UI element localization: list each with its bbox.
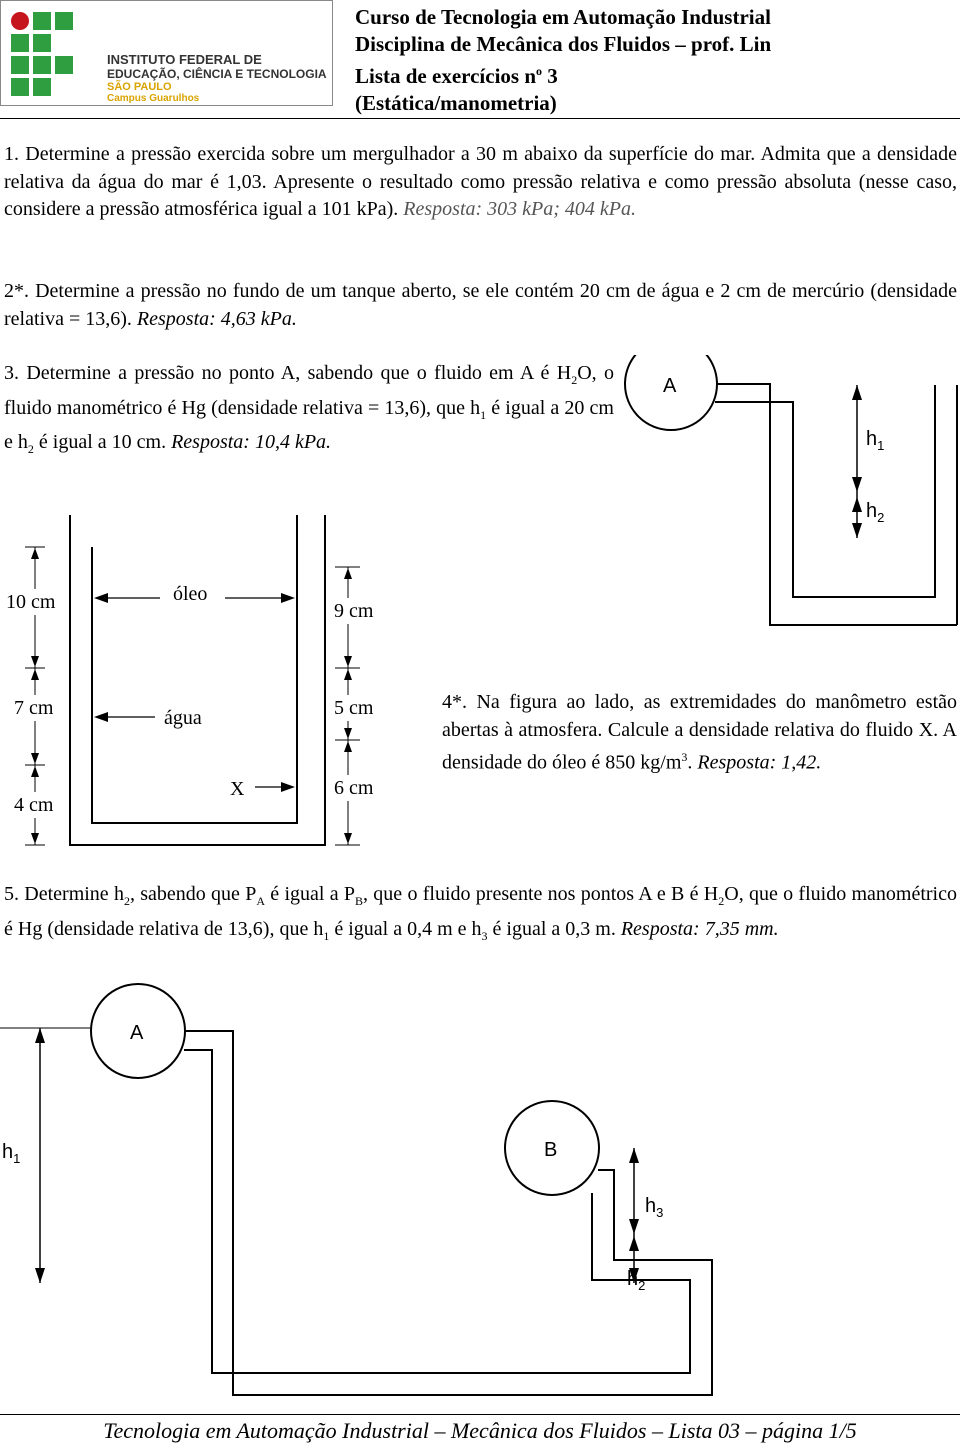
logo-red-dot: [11, 12, 29, 30]
q4-label-10cm: 10 cm: [6, 591, 56, 613]
q3-h1-arrow-bottom: [852, 477, 862, 492]
q5-sub-1: 2: [123, 894, 130, 908]
q5-label-h2: [627, 1268, 645, 1293]
q5-label-h3: [645, 1195, 663, 1220]
q5-h3-arrow-bottom: [629, 1219, 639, 1234]
q5-h1-arrow-top: [35, 1028, 45, 1043]
question-4-sup: 3: [681, 750, 688, 764]
question-5-answer: Resposta: 7,35 mm.: [620, 917, 779, 940]
question-2-answer: Resposta: 4,63 kPa.: [136, 307, 297, 330]
q3-sub-1: 2: [571, 373, 578, 387]
q4-label-4cm: 4 cm: [14, 794, 54, 816]
q3-h2-arrow-top: [852, 497, 862, 512]
q5-label-h1-main: h: [2, 1141, 14, 1163]
q4-oleo-arrowhead-right: [281, 593, 295, 603]
header-discipline: Disciplina de Mecânica dos Fluidos – prof. Lin: [355, 32, 772, 56]
q5-text-4: , que o fluido presente nos pontos A e B é H: [363, 883, 719, 905]
q5-sub-4: 2: [718, 894, 725, 908]
q4-dim-arrow-2: [31, 656, 39, 667]
q4-dim-arrow-7: [344, 568, 352, 579]
q5-label-h3-sub: 3: [656, 1205, 664, 1220]
q3-label-h2-sub: 2: [877, 510, 885, 525]
q4-oleo-arrowhead-left: [94, 593, 108, 603]
q3-pipe-inner: [715, 385, 935, 597]
q5-label-A: A: [130, 1022, 144, 1044]
q4-dim-arrow-4: [31, 753, 39, 764]
question-1: [4, 141, 957, 224]
q3-label-A: A: [663, 375, 677, 397]
question-1-answer: Resposta: 303 kPa; 404 kPa.: [403, 198, 637, 220]
logo-line3: SÃO PAULO: [107, 81, 172, 93]
q3-label-h1-sub: 1: [877, 438, 885, 453]
q5-text-3: é igual a P: [265, 883, 355, 905]
q5-label-h1-sub: 1: [13, 1151, 21, 1166]
q3-h1-arrow-top: [852, 385, 862, 400]
institution-logo: [0, 0, 333, 106]
question-5: [4, 881, 957, 950]
question-4-text: 4*. Na figura ao lado, as extremidades do manômetro estão abertas à atmosfera. Calcule a densidade relativa do fluido X. A densidade do óleo é 850 kg/m: [442, 691, 957, 774]
q4-label-5cm: 5 cm: [334, 697, 374, 719]
footer-divider: [0, 1414, 960, 1415]
page-footer: Tecnologia em Automação Industrial – Mecânica dos Fluidos – Lista 03 – página 1/5: [103, 1418, 857, 1443]
header-list-text: Lista de exercícios n: [355, 64, 537, 88]
q5-label-B: B: [544, 1139, 558, 1161]
q3-h2-arrow-bottom: [852, 523, 862, 538]
q4-tube-inner: [92, 515, 297, 823]
q5-sub-3: B: [355, 894, 364, 908]
q4-dim-arrow-11: [344, 741, 352, 752]
course-header: [355, 4, 771, 117]
q3-text-4: é igual a 10 cm.: [33, 431, 167, 453]
q3-text-1: 3. Determine a pressão no ponto A, sabendo que o fluido em A é H: [4, 362, 572, 384]
q5-manometer-figure: [0, 975, 960, 1405]
q5-h3-arrow-top: [629, 1148, 639, 1163]
q5-label-h3-main: h: [645, 1195, 657, 1217]
q4-label-oleo: óleo: [173, 583, 208, 605]
q3-manometer-figure: [615, 355, 960, 635]
header-list-sup: o: [536, 64, 543, 78]
q4-dim-arrow-5: [31, 766, 39, 777]
header-course: Curso de Tecnologia em Automação Industrial: [355, 5, 771, 29]
q5-text-2: , sabendo que P: [129, 883, 257, 905]
q3-sub-3: 2: [27, 442, 34, 456]
q4-dim-arrow-8: [344, 656, 352, 667]
question-3-answer: Resposta: 10,4 kPa.: [171, 431, 332, 453]
question-2: [4, 278, 957, 333]
q5-label-h2-sub: 2: [638, 1278, 646, 1293]
q5-text-5: O, que o fluido manométrico é Hg (densidade relativa de 13,6), que h: [4, 883, 957, 940]
q5-pipe-outer: [184, 1031, 712, 1395]
q3-text-3: é igual a 20 cm e h: [4, 396, 614, 453]
question-2-text: 2*. Determine a pressão no fundo de um tanque aberto, se ele contém 20 cm de água e 2 cm de mercúrio (densidade relativa = 13,6).: [4, 280, 957, 330]
logo-line4: Campus Guarulhos: [107, 93, 200, 104]
logo-line2: EDUCAÇÃO, CIÊNCIA E TECNOLOGIA: [107, 67, 327, 81]
q4-label-6cm: 6 cm: [334, 777, 374, 799]
q5-sub-5: 1: [323, 928, 330, 943]
q4-dim-arrow-12: [344, 833, 352, 844]
q3-label-h2-main: h: [866, 500, 878, 522]
q5-label-h2-main: h: [627, 1268, 639, 1290]
q5-text-7: é igual a 0,3 m.: [487, 917, 616, 940]
q4-dim-arrow-9: [344, 669, 352, 680]
question-4: [442, 689, 957, 777]
q3-pipe-outer: [717, 384, 957, 625]
question-4-after: .: [687, 751, 698, 774]
header-topic: (Estática/manometria): [355, 91, 557, 115]
q5-h1-arrow-bottom: [35, 1268, 45, 1283]
q4-label-agua: água: [164, 707, 202, 729]
q4-label-x: X: [230, 778, 245, 800]
q5-text-1: 5. Determine h: [4, 883, 124, 905]
header-list: [355, 58, 771, 90]
q5-text-6: é igual a 0,4 m e h: [329, 917, 482, 940]
logo-graphic: [1, 1, 334, 107]
q4-x-arrowhead: [281, 782, 295, 792]
q4-label-7cm: 7 cm: [14, 697, 54, 719]
header-list-number: 3: [542, 64, 558, 88]
q4-label-9cm: 9 cm: [334, 600, 374, 622]
q4-manometer-figure: [0, 505, 440, 855]
question-3: [4, 360, 614, 464]
q4-agua-arrowhead: [94, 712, 108, 722]
q4-dim-arrow-6: [31, 833, 39, 844]
q4-dim-arrow-1: [31, 548, 39, 559]
q3-sub-2: 1: [480, 407, 487, 422]
question-1-text: 1. Determine a pressão exercida sobre um mergulhador a 30 m abaixo da superfície do mar. Admita que a densidade relativa da água do mar é 1,03. Apresente o resultado como pressão relativa e como pressão absoluta (nesse caso, considere a pressão atmosférica igual a 101 kPa).: [4, 143, 957, 220]
q3-label-h1-main: h: [866, 428, 878, 450]
q5-sub-2: A: [256, 894, 266, 908]
q4-dim-arrow-3: [31, 669, 39, 680]
q3-label-h2: [866, 500, 884, 525]
q5-sub-6: 3: [481, 928, 488, 943]
logo-line1: INSTITUTO FEDERAL DE: [107, 52, 262, 67]
q4-dim-arrow-10: [344, 728, 352, 739]
q3-text-2: O, o fluido manométrico é Hg (densidade relativa = 13,6), que h: [4, 362, 614, 419]
q5-h2-arrow-top: [629, 1236, 639, 1251]
question-4-answer: Resposta: 1,42.: [697, 751, 822, 774]
header-divider: [0, 118, 960, 119]
q3-label-h1: [866, 428, 884, 453]
q4-tube-outer: [70, 515, 325, 845]
